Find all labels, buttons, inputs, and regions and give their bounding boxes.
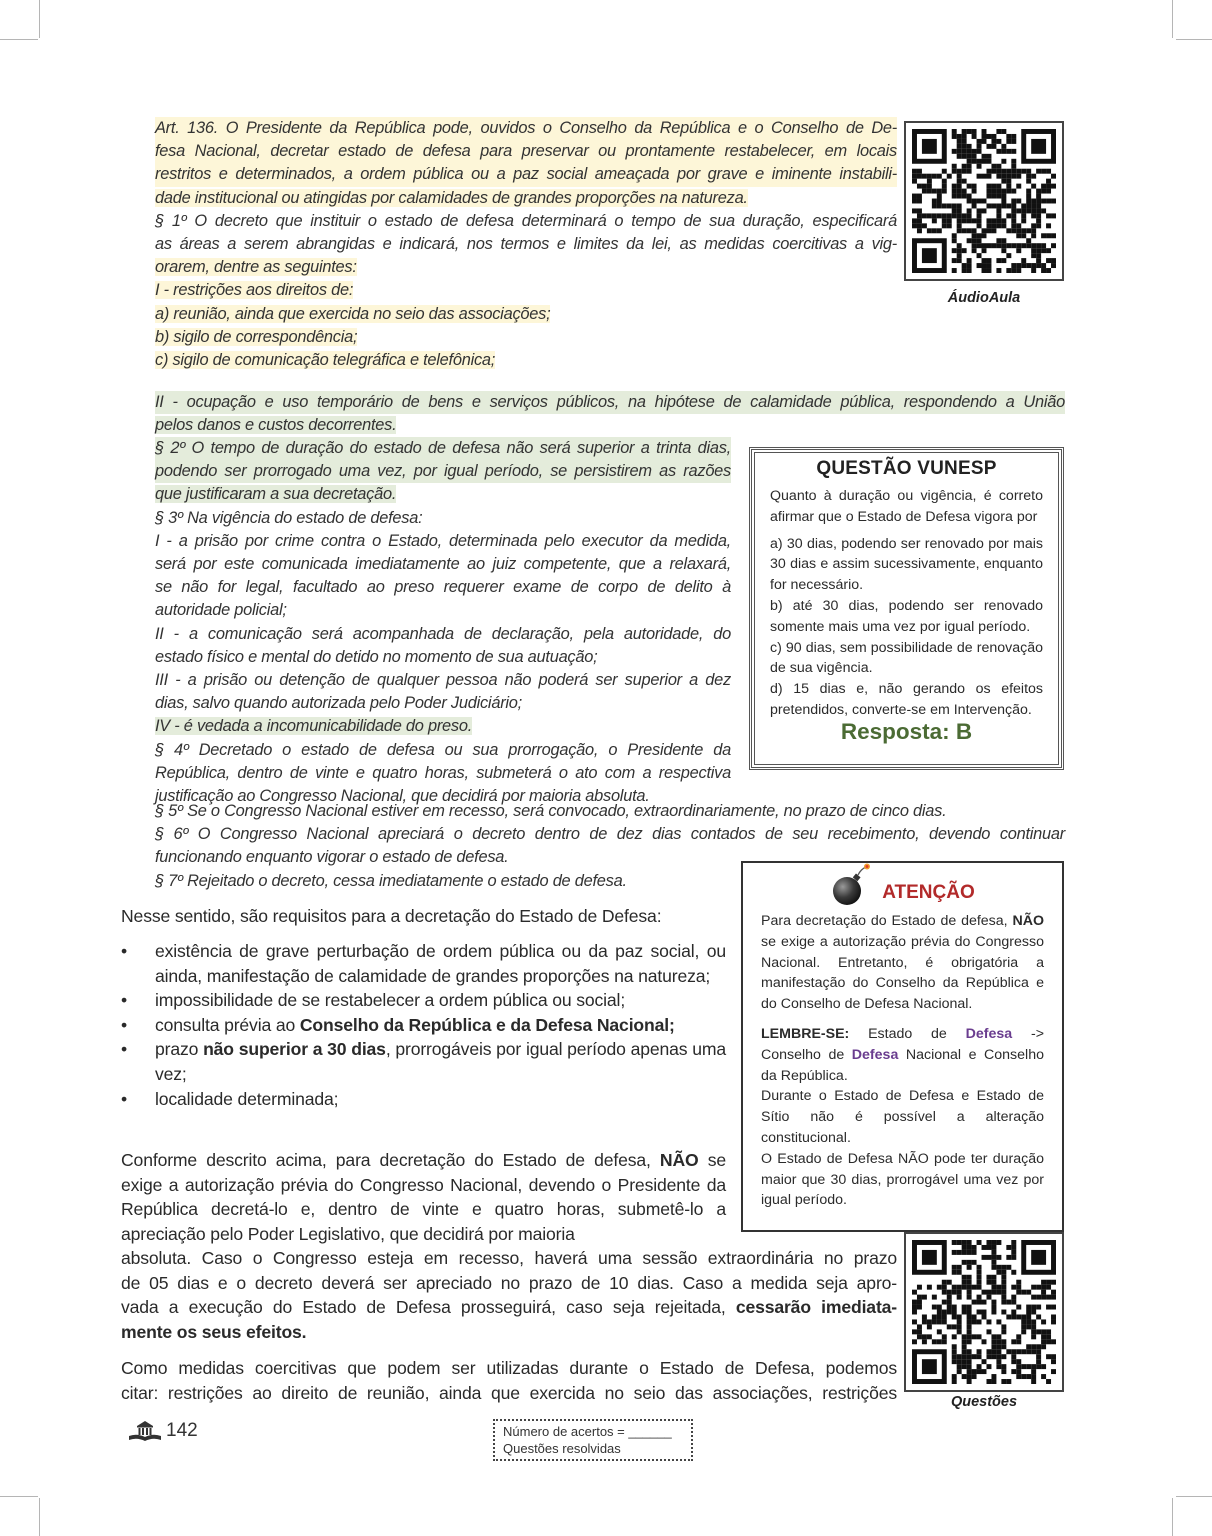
list-item: • impossibilidade de se restabelecer a ordem pública ou social; [121, 988, 726, 1013]
score-correct-line: Número de acertos = ______ [503, 1424, 672, 1439]
paragraph-7: § 7º Rejeitado o decreto, cessa imediatamente o estado de defesa. [155, 871, 627, 890]
question-stem: Quanto à duração ou vigência, é correto afirmar que o Estado de Defesa vigora por [770, 488, 1043, 525]
page-footer [128, 1420, 198, 1442]
question-option-b: b) até 30 dias, podendo ser renovado somente mais uma vez por igual período. [770, 597, 1043, 635]
bullet-icon: • [121, 1014, 128, 1035]
paragraph-1-line: § 1º O decreto que instituir o estado de defesa determinará o tempo de sua duração, especificará [155, 211, 897, 230]
question-option-c: c) 90 dias, sem possibilidade de renovação de sua vigência. [770, 639, 1043, 677]
requirements-list [121, 939, 726, 1111]
paragraph-3-line: § 3º Na vigência do estado de defesa: [155, 508, 423, 527]
attention-header [761, 863, 1044, 907]
list-item: • existência de grave perturbação de ordem pública ou da paz social, ou ainda, manifestação de calamidade de grandes proporções na natureza; [121, 939, 726, 988]
crop-mark [1176, 39, 1212, 40]
paragraph-3-line: será por este comunicada imediatamente ao juiz competente, que a relaxará, [155, 555, 731, 574]
qr-audio-caption: ÁudioAula [947, 290, 1021, 306]
requirements-intro: Nesse sentido, são requisitos para a decretação do Estado de Defesa: [121, 906, 662, 926]
paragraph-1-line: orarem, dentre as seguintes: [155, 258, 357, 277]
paragraph-4-line: § 4º Decretado o estado de defesa ou sua prorrogação, o Presidente da [155, 740, 731, 759]
paragraph-2-line: podendo ser prorrogado uma vez, por igual período, se persistirem as razões [155, 460, 731, 483]
crop-mark [1172, 0, 1173, 38]
paragraph-1-line: as áreas a serem abrangidas e indicará, nos termos e limites da lei, as medidas coercitivas a vig- [155, 235, 897, 254]
paragraph-3-line: se não for legal, facultado ao preso requerer exame de corpo de delito à [155, 578, 731, 597]
list-item: • prazo não superior a 30 dias, prorrogáveis por igual período apenas uma vez; [121, 1037, 726, 1086]
crop-mark [0, 39, 38, 40]
score-box [493, 1419, 693, 1461]
crop-mark [39, 1498, 40, 1536]
bullet-icon: • [121, 1088, 128, 1109]
question-option-d: d) 15 dias e, não gerando os efeitos pretendidos, converte-se em Intervenção. [770, 681, 1043, 718]
paragraph-2-line: § 2º O tempo de duração do estado de defesa não será superior a trinta dias, [155, 437, 731, 460]
paragraph-3-line: III - a prisão ou detenção de qualquer pessoa não poderá ser superior a dez [155, 671, 731, 690]
item-i: I - restrições aos direitos de: [155, 281, 354, 300]
conclusion-paragraph-2: Como medidas coercitivas que podem ser utilizadas durante o Estado de Defesa, podemos citar: restrições ao direito de reunião, ainda que exercida no seio das associações, restrições [121, 1358, 897, 1403]
item-b: b) sigilo de correspondência; [155, 327, 358, 346]
attention-paragraph-1: Para decretação do Estado de defesa, NÃO se exige a autorização prévia do Congresso Nacional. Entretanto, é obrigatória a manifestação do Conselho da República e do Conselho de Defesa Nacional. [761, 913, 1044, 1013]
question-title: QUESTÃO VUNESP [816, 458, 997, 479]
conclusion-paragraph-1a: Conforme descrito acima, para decretação do Estado de defesa, NÃO se exige a autorização prévia do Congresso Nacional, devendo o Presidente da República decretá-lo e, dentro de vinte e quatro horas, submetê-lo a apreciação pelo Poder Legislativo, que decidirá por maioria [121, 1150, 727, 1244]
crop-mark [39, 0, 40, 38]
item-a: a) reunião, ainda que exercida no seio das associações; [155, 304, 551, 323]
article-136 [155, 117, 897, 372]
article-caput-line: dade institucional ou atingidas por calamidades de grandes proporções na natureza. [155, 188, 748, 207]
paragraph-3-item-iv: IV - é vedada a incomunicabilidade do preso. [155, 717, 473, 736]
conclusion-paragraph-1b: absoluta. Caso o Congresso esteja em recesso, haverá uma sessão extraordinária no prazo de 05 dias e o decreto deverá ser apreciado no prazo de 10 dias. Caso a medida seja apro- vada a execução do Estado de Defesa prosseguirá, caso seja rejeitada, cessarão imediata- mente os seus efeitos. [121, 1248, 897, 1342]
page-number: 142 [166, 1420, 198, 1441]
bullet-icon: • [121, 1039, 128, 1060]
question-box [749, 447, 1064, 770]
list-item: • consulta prévia ao Conselho da República e da Defesa Nacional; [121, 1013, 726, 1038]
score-resolved-line: Questões resolvidas [503, 1441, 621, 1456]
paragraph-3-line: I - a prisão por crime contra o Estado, determinada pelo executor da medida, [155, 531, 731, 550]
attention-paragraph-3: Durante o Estado de Defesa e Estado de Sítio não é possível a alteração constitucional. [761, 1088, 1044, 1146]
bomb-icon [830, 863, 874, 907]
paragraph-3-line: II - a comunicação será acompanhada de declaração, pela autoridade, do [155, 624, 731, 643]
crop-mark [1172, 1498, 1173, 1536]
attention-remember: LEMBRE-SE: Estado de Defesa -> Conselho de Defesa Nacional e Conselho da República. [761, 1025, 1044, 1084]
qr-questoes-caption: Questões [950, 1394, 1018, 1410]
attention-title: ATENÇÃO [882, 882, 975, 903]
article-caput-line: restritos e determinados, a ordem pública ou a paz social ameaçada por grave e iminente instabili- [155, 163, 897, 186]
bullet-icon: • [121, 941, 128, 961]
qr-questoes[interactable] [904, 1232, 1064, 1392]
paragraph-3-line: dias, salvo quando autorizada pelo Poder Judiciário; [155, 694, 522, 713]
bullet-icon: • [121, 990, 128, 1011]
list-item: • localidade determinada; [121, 1087, 726, 1112]
qr-code-icon [912, 1240, 1056, 1384]
paragraph-3-line: estado físico e mental do detido no momento de sua autuação; [155, 647, 598, 666]
paragraph-5: § 5º Se o Congresso Nacional estiver em recesso, será convocado, extraordinariamente, no prazo de cinco dias. [155, 802, 947, 820]
crop-mark [0, 1496, 38, 1497]
paragraphs-2-to-4 [155, 437, 731, 808]
article-caput-line: fesa Nacional, decretar estado de defesa para preservar ou prontamente restabelecer, em locais [155, 140, 897, 163]
paragraph-4-line: justificação ao Congresso Nacional, que decidirá por maioria absoluta. [155, 787, 650, 806]
crop-mark [1176, 1496, 1212, 1497]
qr-audio-aula[interactable] [904, 121, 1064, 281]
attention-box [741, 861, 1064, 1232]
paragraph-2-line: que justificaram a sua decretação. [155, 485, 397, 504]
paragraph-4-line: República, dentro de vinte e quatro horas, submeterá o ato com a respectiva [155, 763, 731, 782]
book-temple-icon [128, 1420, 162, 1442]
paragraph-6-line: funcionando enquanto vigorar o estado de defesa. [155, 848, 509, 867]
paragraph-3-line: autoridade policial; [155, 601, 287, 620]
item-ii: II - ocupação e uso temporário de bens e serviços públicos, na hipótese de calamidade pública, respondendo a União pelos danos e custos decorrentes. [155, 393, 1065, 435]
article-caput-line: Art. 136. O Presidente da República pode, ouvidos o Conselho da República e o Conselho de De- [155, 117, 897, 140]
qr-code-icon [912, 129, 1056, 273]
paragraph-6-line: § 6º O Congresso Nacional apreciará o decreto dentro de dez dias contados de seu recebimento, devendo continuar [155, 825, 1065, 844]
question-answer: Resposta: B [840, 718, 973, 744]
question-option-a: a) 30 dias, podendo ser renovado por mais 30 dias e assim sucessivamente, enquanto for necessário. [770, 535, 1043, 594]
item-c: c) sigilo de comunicação telegráfica e telefônica; [155, 351, 496, 370]
attention-paragraph-4: O Estado de Defesa NÃO pode ter duração maior que 30 dias, prorrogável uma vez por igual período. [761, 1150, 1044, 1209]
